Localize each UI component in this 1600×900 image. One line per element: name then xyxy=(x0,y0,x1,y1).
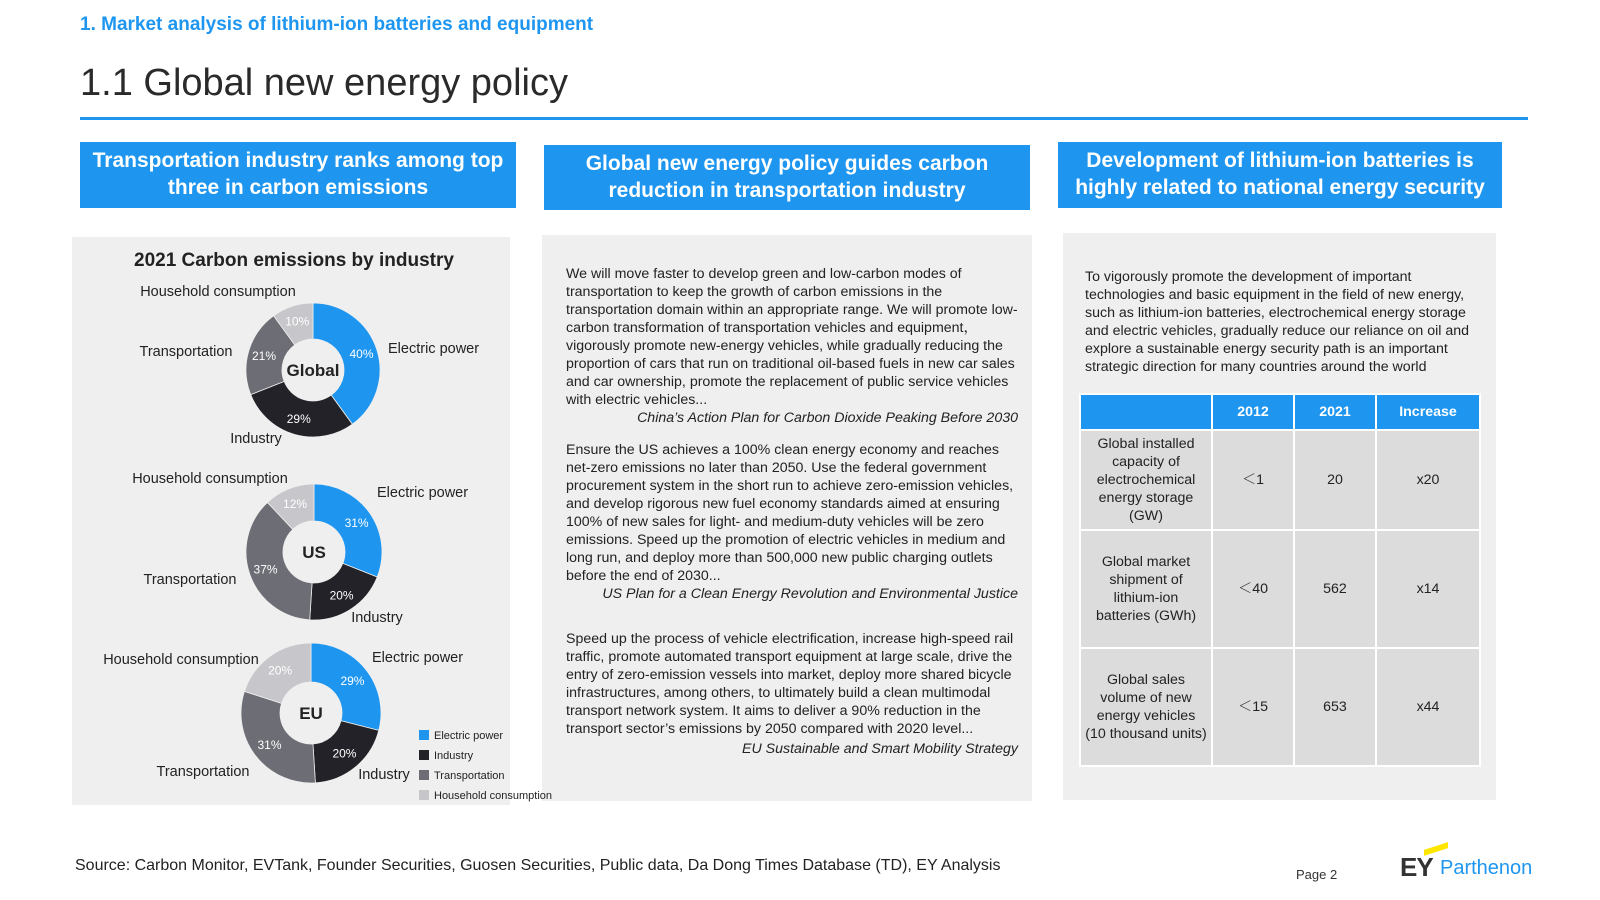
donut-charts xyxy=(0,0,600,830)
page-title: 1.1 Global new energy policy xyxy=(80,62,568,104)
category-label: Household consumption xyxy=(140,284,296,300)
slice-value-label: 12% xyxy=(283,497,308,512)
slice-value-label: 21% xyxy=(252,348,277,363)
policy-us-source: US Plan for a Clean Energy Revolution and Environmental Justice xyxy=(602,586,1018,602)
slice-value-label: 37% xyxy=(253,562,278,577)
table-row xyxy=(1080,430,1480,530)
section-label: 1. Market analysis of lithium-ion batteries and equipment xyxy=(80,14,594,35)
slice-value-label: 31% xyxy=(257,738,282,753)
slice-value-label: 40% xyxy=(349,347,374,362)
table-header-increase: Increase xyxy=(1376,394,1480,430)
category-label: Transportation xyxy=(156,764,250,780)
table-header-2012: 2012 xyxy=(1212,394,1294,430)
legend-swatch xyxy=(419,730,429,740)
cell-2021: 562 xyxy=(1294,530,1376,648)
table-row xyxy=(1080,530,1480,648)
cell-2021: 20 xyxy=(1294,430,1376,530)
cell-increase: x20 xyxy=(1376,430,1480,530)
parthenon-logo: Parthenon xyxy=(1440,857,1533,879)
column-heading-security: Development of lithium-ion batteries is highly related to national energy security xyxy=(1058,142,1502,208)
legend-swatch xyxy=(419,770,429,780)
table-header-row xyxy=(1080,394,1480,430)
policy-eu xyxy=(566,630,1018,758)
source-note: Source: Carbon Monitor, EVTank, Founder Securities, Guosen Securities, Public data, Da Dong Times Database (TD), EY Analysis xyxy=(75,857,1001,874)
policy-us xyxy=(566,441,1018,603)
category-label: Electric power xyxy=(372,650,464,666)
donut-center-label: Global xyxy=(286,361,340,380)
table-header-blank xyxy=(1080,394,1212,430)
ey-logo: EY xyxy=(1400,852,1433,882)
category-label: Industry xyxy=(351,610,403,626)
cell-increase: x14 xyxy=(1376,530,1480,648)
policy-china-source: China’s Action Plan for Carbon Dioxide Peaking Before 2030 xyxy=(637,410,1018,426)
cell-2012: ＜1 xyxy=(1212,430,1294,530)
slice-value-label: 20% xyxy=(332,746,357,761)
row-label: Global sales volume of new energy vehicles (10 thousand units) xyxy=(1080,648,1212,766)
slice-value-label: 20% xyxy=(329,588,354,603)
donut-center-label: US xyxy=(302,543,326,562)
cell-2021: 653 xyxy=(1294,648,1376,766)
category-label: Transportation xyxy=(139,344,233,360)
row-label: Global installed capacity of electrochemical energy storage (GW) xyxy=(1080,430,1212,530)
donut-slice-us-0 xyxy=(314,484,382,577)
chart-title: 2021 Carbon emissions by industry xyxy=(134,250,454,271)
table-row xyxy=(1080,648,1480,766)
row-label: Global market shipment of lithium-ion batteries (GWh) xyxy=(1080,530,1212,648)
slice-value-label: 10% xyxy=(285,314,310,329)
policy-eu-text: Speed up the process of vehicle electrification, increase high-speed rail traffic, promote automated transport equipment at large scale, drive the entry of zero-emission vessels into market, deploy more shared bicycle infrastructures, among others, to ultimately build a clean multimodal transport network system. It aims to deliver a 90% reduction in the transport sector’s emissions by 2050 compared with 2020 level... xyxy=(566,631,1014,737)
energy-intro: To vigorously promote the development of important technologies and basic equipment in the field of new energy, such as lithium-ion batteries, electrochemical energy storage and electric vehicles, gradually reduce our reliance on oil and explore a sustainable energy security path is an important strategic direction for many countries around the world xyxy=(1085,269,1470,375)
legend-item: Transportation xyxy=(434,770,505,782)
column-heading-policy: Global new energy policy guides carbon reduction in transportation industry xyxy=(544,145,1030,210)
policy-china xyxy=(566,265,1018,427)
donut-center-label: EU xyxy=(299,704,323,723)
cell-increase: x44 xyxy=(1376,648,1480,766)
category-label: Household consumption xyxy=(132,471,288,487)
energy-table xyxy=(1079,393,1481,767)
policy-china-text: We will move faster to develop green and low-carbon modes of transportation to keep the growth of carbon emissions in the transportation domain within an appropriate range. We will promote low-carbon transformation of transportation vehicles and equipment，vigorously promote new-energy vehicles, while gradually reducing the proportion of cars that run on traditional oil-based fuels in new car sales and car ownership, promote the replacement of public service vehicles with electric vehicles... xyxy=(566,266,1018,408)
cell-2012: ＜40 xyxy=(1212,530,1294,648)
legend-swatch xyxy=(419,750,429,760)
category-label: Electric power xyxy=(388,341,480,357)
table-header-2021: 2021 xyxy=(1294,394,1376,430)
category-label: Industry xyxy=(230,431,282,447)
slice-value-label: 29% xyxy=(340,673,365,688)
policy-us-text: Ensure the US achieves a 100% clean energy economy and reaches net-zero emissions no later than 2050. Use the federal government procurement system in the short run to achieve zero-emission vehicles, and develop rigorous new fuel economy standards aimed at ensuring 100% of new sales for light- and medium-duty vehicles will be zero emissions. Speed up the promotion of electric vehicles in medium and long run, and deploy more than 500,000 new public charging outlets before the end of 2030... xyxy=(566,442,1014,584)
legend-item: Electric power xyxy=(434,730,504,742)
legend-item: Industry xyxy=(434,750,474,762)
slice-value-label: 31% xyxy=(344,516,369,531)
policy-eu-source: EU Sustainable and Smart Mobility Strategy xyxy=(742,741,1018,757)
category-label: Transportation xyxy=(143,572,237,588)
legend-item: Household consumption xyxy=(434,790,553,802)
column-heading-emissions: Transportation industry ranks among top three in carbon emissions xyxy=(80,142,516,208)
slice-value-label: 29% xyxy=(286,411,311,426)
cell-2012: ＜15 xyxy=(1212,648,1294,766)
category-label: Electric power xyxy=(377,485,469,501)
category-label: Household consumption xyxy=(103,652,259,668)
legend-swatch xyxy=(419,790,429,800)
page-number: Page 2 xyxy=(1296,867,1338,882)
category-label: Industry xyxy=(358,767,410,783)
slice-value-label: 20% xyxy=(268,663,293,678)
